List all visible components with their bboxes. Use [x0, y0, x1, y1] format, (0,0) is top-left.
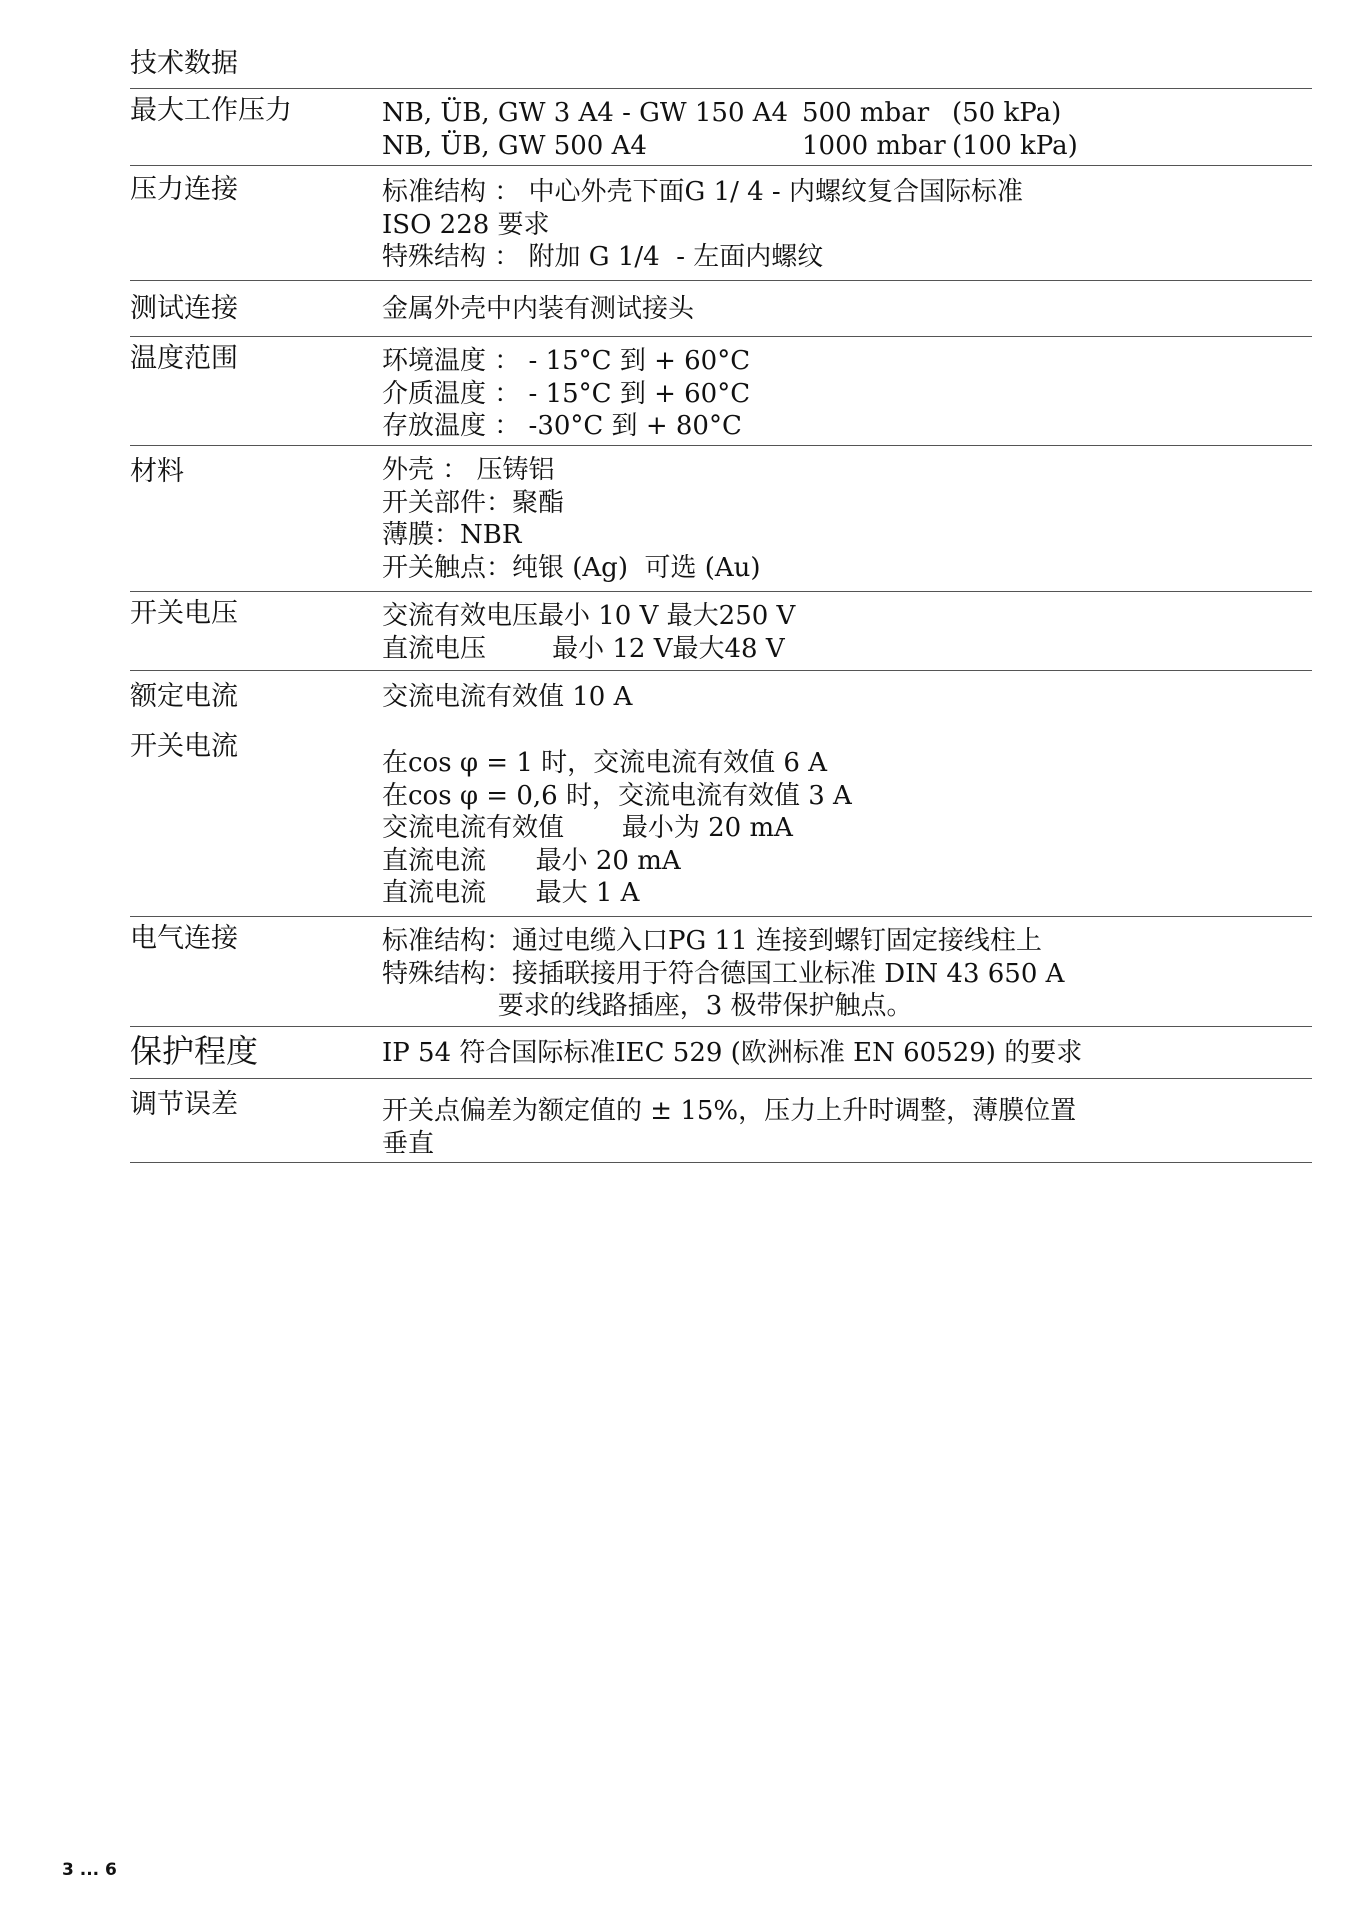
spec-line: 要求的线路插座，3 极带保护触点。 — [382, 991, 913, 1021]
spec-line: 交流有效电压最小 10 V 最大250 V — [382, 601, 796, 631]
spec-row-material — [130, 446, 1312, 592]
spec-label: 开关电流 — [130, 731, 238, 762]
spec-line: 开关点偏差为额定值的 ± 15%，压力上升时调整，薄膜位置 — [382, 1096, 1077, 1126]
spec-line: 标准结构：通过电缆入口PG 11 连接到螺钉固定接线柱上 — [382, 926, 1042, 956]
spec-label: 最大工作压力 — [130, 95, 292, 126]
spec-row-pressure-connection — [130, 166, 1312, 281]
spec-row-electrical-connection — [130, 917, 1312, 1027]
spec-values — [382, 681, 1312, 714]
spec-values — [382, 747, 1312, 910]
spec-line: IP 54 符合国际标准IEC 529 (欧洲标准 EN 60529) 的要求 — [382, 1038, 1083, 1068]
spec-line: 特殊结构：接插联接用于符合德国工业标准 DIN 43 650 A — [382, 958, 1065, 989]
spec-line: 标准结构 ： 中心外壳下面G 1/ 4 - 内螺纹复合国际标准 — [382, 177, 1023, 207]
spec-row-rated-current — [130, 671, 1312, 729]
spec-line: 薄膜：NBR — [382, 520, 522, 550]
pressure-row — [382, 97, 1312, 130]
pressure-model: NB, ÜB, GW 500 A4 — [382, 130, 647, 161]
pressure-kpa: (100 kPa) — [952, 130, 1078, 161]
spec-line: 直流电压 最小 12 V最大48 V — [382, 633, 785, 664]
page-number: 3 ... 6 — [62, 1860, 117, 1880]
spec-label: 调节误差 — [130, 1089, 238, 1120]
spec-line: 外壳 ： 压铸铝 — [382, 455, 555, 485]
page-title: 技术数据 — [130, 48, 238, 79]
pressure-values — [382, 97, 1312, 162]
pressure-kpa: (50 kPa) — [952, 98, 1062, 128]
spec-values — [382, 176, 1312, 274]
spec-line: 在cos φ = 1 时，交流电流有效值 6 A — [382, 748, 827, 778]
spec-row-max-pressure — [130, 89, 1312, 166]
spec-label: 温度范围 — [130, 343, 238, 374]
spec-line: ISO 228 要求 — [382, 209, 550, 240]
spec-table — [130, 88, 1312, 1163]
pressure-row — [382, 130, 1312, 163]
spec-values — [382, 1095, 1312, 1160]
spec-label: 开关电压 — [130, 598, 238, 629]
spec-row-switching-voltage — [130, 592, 1312, 671]
spec-line: 直流电流 最小 20 mA — [382, 845, 681, 876]
spec-values — [382, 600, 1312, 665]
spec-row-switching-current — [130, 729, 1312, 917]
spec-label: 额定电流 — [130, 681, 238, 712]
spec-row-adjustment-tolerance — [130, 1079, 1312, 1163]
spec-line: 直流电流 最大 1 A — [382, 878, 640, 908]
spec-line: 开关部件：聚酯 — [382, 487, 565, 518]
spec-line: 介质温度 ： - 15°C 到 + 60°C — [382, 378, 751, 409]
spec-line: 存放温度 ： -30°C 到 + 80°C — [382, 411, 742, 441]
spec-label: 压力连接 — [130, 174, 238, 205]
spec-values — [382, 925, 1312, 1023]
spec-line: 环境温度 ： - 15°C 到 + 60°C — [382, 346, 751, 376]
spec-row-temperature — [130, 337, 1312, 446]
spec-values — [382, 293, 1312, 326]
spec-line: 在cos φ = 0,6 时，交流电流有效值 3 A — [382, 780, 852, 811]
spec-label: 保护程度 — [130, 1032, 259, 1070]
spec-line: 交流电流有效值 最小为 20 mA — [382, 813, 793, 843]
pressure-mbar: 1000 mbar — [802, 130, 946, 161]
spec-values — [382, 345, 1312, 443]
spec-label: 电气连接 — [130, 923, 238, 954]
pressure-mbar: 500 mbar — [802, 98, 930, 128]
spec-label: 材料 — [130, 456, 184, 487]
spec-values — [382, 454, 1312, 584]
spec-line: 金属外壳中内装有测试接头 — [382, 294, 695, 324]
spec-line: 开关触点：纯银 (Ag) 可选 (Au) — [382, 552, 761, 583]
spec-row-test-connection — [130, 281, 1312, 337]
pressure-model: NB, ÜB, GW 3 A4 - GW 150 A4 — [382, 98, 789, 128]
spec-line: 垂直 — [382, 1128, 435, 1159]
spec-label: 测试连接 — [130, 293, 238, 324]
spec-row-protection-degree — [130, 1027, 1312, 1079]
spec-values — [382, 1037, 1312, 1070]
spec-line: 交流电流有效值 10 A — [382, 682, 633, 712]
spec-line: 特殊结构 ： 附加 G 1/4 - 左面内螺纹 — [382, 242, 824, 272]
